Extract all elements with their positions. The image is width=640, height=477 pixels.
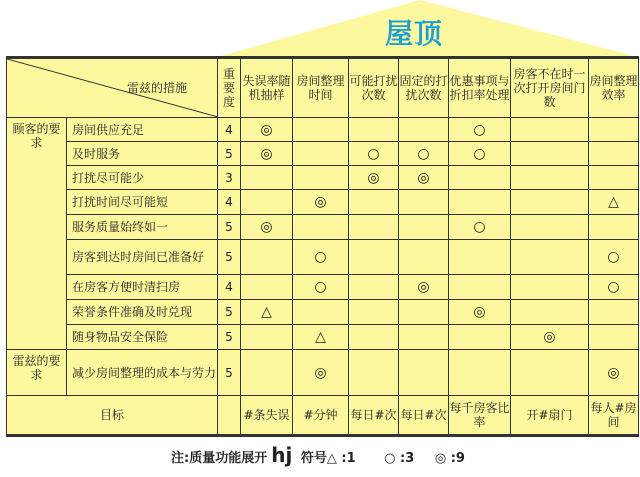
house-of-quality-matrix [6, 56, 639, 437]
table-row [7, 166, 639, 190]
relationship-cell: ◎ [241, 215, 293, 240]
relationship-cell: ○ [589, 275, 639, 300]
relationship-cell [349, 215, 399, 240]
column-header: 房客不在时一次打开房间门数 [511, 58, 589, 118]
importance-cell: 5 [218, 350, 241, 396]
importance-cell: 4 [218, 190, 241, 215]
relationship-cell [511, 350, 589, 396]
requirement-cell: 房间供应充足 [67, 118, 218, 142]
relationship-cell [589, 325, 639, 350]
relationship-cell: ◎ [293, 190, 349, 215]
requirement-cell: 在房客方便时清扫房 [67, 275, 218, 300]
relationship-cell: ○ [449, 118, 511, 142]
roof-triangle [0, 0, 640, 60]
target-label: 目标 [7, 396, 218, 436]
requirement-cell: 打扰时间尽可能短 [67, 190, 218, 215]
target-value: 每日#次 [399, 396, 449, 436]
column-header: 失误率随机抽样 [241, 58, 293, 118]
importance-cell: 5 [218, 325, 241, 350]
relationship-cell [349, 190, 399, 215]
column-header: 房间整理效率 [589, 58, 639, 118]
relationship-cell [449, 240, 511, 275]
relationship-cell [449, 190, 511, 215]
legend-triangle: 符号△ :1 [300, 451, 356, 466]
requirement-cell: 随身物品安全保险 [67, 325, 218, 350]
relationship-cell [349, 118, 399, 142]
relationship-cell [589, 142, 639, 166]
relationship-cell [241, 350, 293, 396]
target-value: 每人#房间 [589, 396, 639, 436]
relationship-cell [241, 275, 293, 300]
target-value: 每日#次 [349, 396, 399, 436]
column-header: 可能打扰次数 [349, 58, 399, 118]
relationship-cell: ◎ [241, 142, 293, 166]
relationship-cell: △ [241, 300, 293, 325]
importance-cell: 5 [218, 215, 241, 240]
relationship-cell [511, 215, 589, 240]
requirement-cell: 房客到达时房间已准备好 [67, 240, 218, 275]
corner-label: 雷兹的措施 [126, 81, 187, 95]
table-row [7, 325, 639, 350]
table-row [7, 350, 639, 396]
roof-title: 屋顶 [385, 17, 444, 50]
relationship-cell: ◎ [449, 300, 511, 325]
relationship-cell [449, 350, 511, 396]
relationship-cell [449, 166, 511, 190]
legend-circle: ○ :3 [384, 451, 415, 466]
table-row [7, 215, 639, 240]
relationship-cell [293, 166, 349, 190]
target-value: 每千房客比率 [449, 396, 511, 436]
relationship-cell: ○ [399, 142, 449, 166]
relationship-cell [349, 300, 399, 325]
relationship-cell [349, 350, 399, 396]
relationship-cell [293, 300, 349, 325]
empty-cell [218, 396, 241, 436]
relationship-cell [399, 325, 449, 350]
relationship-cell [511, 275, 589, 300]
table-row [7, 142, 639, 166]
relationship-cell [241, 166, 293, 190]
relationship-cell [589, 215, 639, 240]
requirement-cell: 荣誉条件准确及时兑现 [67, 300, 218, 325]
relationship-cell [399, 118, 449, 142]
relationship-cell: ○ [449, 142, 511, 166]
importance-header: 重要度 [218, 58, 241, 118]
corner-cell [7, 58, 218, 118]
relationship-cell [241, 325, 293, 350]
relationship-cell [511, 118, 589, 142]
relationship-cell: ◎ [349, 166, 399, 190]
relationship-cell [293, 215, 349, 240]
relationship-cell [293, 142, 349, 166]
target-value: #分钟 [293, 396, 349, 436]
relationship-cell [511, 142, 589, 166]
relationship-cell [399, 240, 449, 275]
relationship-cell [589, 300, 639, 325]
note-hj: hj [271, 443, 293, 467]
relationship-cell [349, 240, 399, 275]
importance-cell: 5 [218, 142, 241, 166]
relationship-cell: ◎ [241, 118, 293, 142]
relationship-cell [449, 325, 511, 350]
relationship-cell: △ [293, 325, 349, 350]
relationship-cell: ○ [349, 142, 399, 166]
group-label: 顾客的要求 [7, 118, 67, 350]
relationship-cell: ◎ [399, 275, 449, 300]
requirement-cell: 服务质量始终如一 [67, 215, 218, 240]
target-row [7, 396, 639, 436]
relationship-cell [349, 325, 399, 350]
relationship-cell: ○ [293, 275, 349, 300]
target-value: #条失误 [241, 396, 293, 436]
column-header: 房间整理时间 [293, 58, 349, 118]
target-value: 开#扇门 [511, 396, 589, 436]
relationship-cell [293, 118, 349, 142]
relationship-cell [589, 166, 639, 190]
relationship-cell [511, 240, 589, 275]
relationship-cell: ◎ [589, 350, 639, 396]
group-label: 雷兹的要求 [7, 350, 67, 396]
importance-cell: 4 [218, 275, 241, 300]
table-row [7, 240, 639, 275]
note-text: 注:质量功能展开 [171, 451, 268, 466]
relationship-cell [399, 300, 449, 325]
importance-cell: 5 [218, 300, 241, 325]
relationship-cell [241, 190, 293, 215]
relationship-cell [349, 275, 399, 300]
column-header: 固定的打扰次数 [399, 58, 449, 118]
relationship-cell [241, 240, 293, 275]
relationship-cell [511, 190, 589, 215]
legend-double-circle: ◎ :9 [434, 451, 465, 466]
relationship-cell: ◎ [293, 350, 349, 396]
relationship-cell: △ [589, 190, 639, 215]
requirement-cell: 打扰尽可能少 [67, 166, 218, 190]
relationship-cell: ◎ [511, 325, 589, 350]
legend-note [0, 443, 640, 467]
header-row [7, 58, 639, 118]
relationship-cell: ○ [449, 215, 511, 240]
relationship-cell: ○ [293, 240, 349, 275]
importance-cell: 4 [218, 118, 241, 142]
relationship-cell [399, 190, 449, 215]
importance-cell: 3 [218, 166, 241, 190]
relationship-cell: ◎ [399, 166, 449, 190]
relationship-cell [449, 275, 511, 300]
relationship-cell [399, 215, 449, 240]
table-row [7, 118, 639, 142]
relationship-cell [511, 300, 589, 325]
relationship-cell [399, 350, 449, 396]
table-row [7, 300, 639, 325]
requirement-cell: 及时服务 [67, 142, 218, 166]
relationship-cell: ○ [589, 240, 639, 275]
column-header: 优惠事项与折扣率处理 [449, 58, 511, 118]
table-row [7, 275, 639, 300]
relationship-cell [511, 166, 589, 190]
importance-cell: 5 [218, 240, 241, 275]
table-row [7, 190, 639, 215]
requirement-cell: 减少房间整理的成本与劳力 [67, 350, 218, 396]
relationship-cell [589, 118, 639, 142]
